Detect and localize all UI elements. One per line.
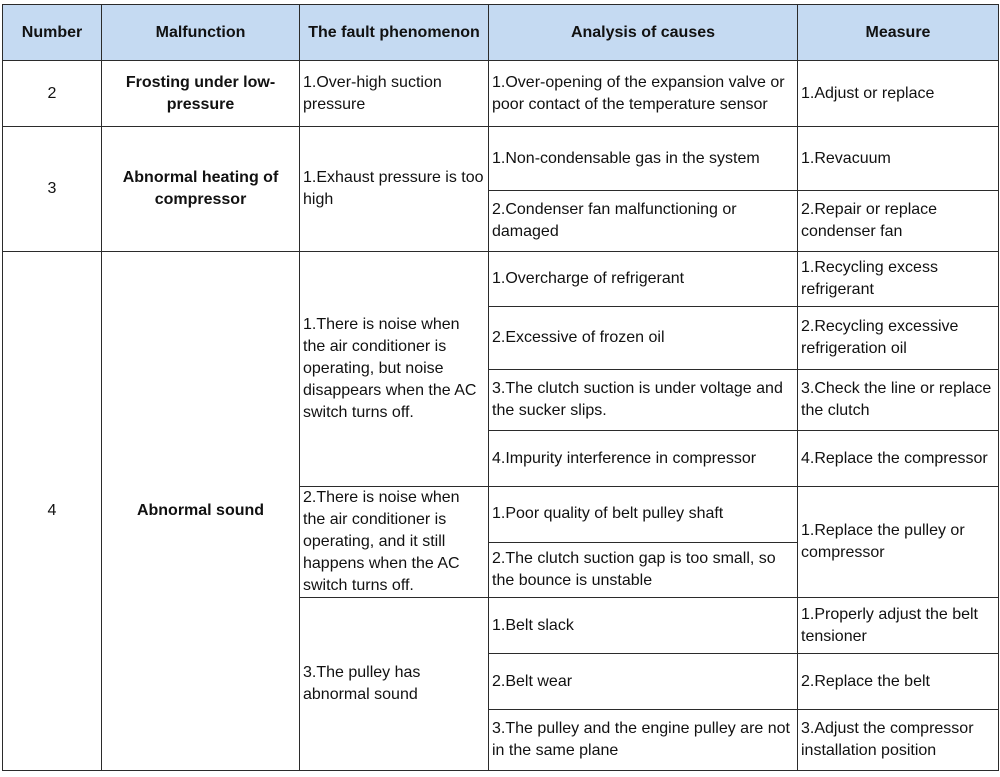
phenomenon-cell: 1.Over-high suction pressure (300, 61, 489, 127)
measure-cell: 3.Check the line or replace the clutch (798, 370, 999, 431)
phenomenon-cell: 1.There is noise when the air conditioner is operating, but noise disappears when the AC switch turns off. (300, 252, 489, 487)
header-causes: Analysis of causes (489, 5, 798, 61)
fault-table (2, 4, 999, 771)
measure-cell: 2.Recycling excessive refrigeration oil (798, 307, 999, 370)
measure-cell: 1.Adjust or replace (798, 61, 999, 127)
table-row (3, 61, 999, 127)
measure-cell: 3.Adjust the compressor installation position (798, 710, 999, 771)
phenomenon-cell: 2.There is noise when the air conditioner is operating, and it still happens when the AC switch turns off. (300, 487, 489, 598)
row-number: 3 (3, 127, 102, 252)
measure-cell: 2.Replace the belt (798, 654, 999, 710)
cause-cell: 2.Belt wear (489, 654, 798, 710)
malfunction-cell: Frosting under low-pressure (102, 61, 300, 127)
row-number: 4 (3, 252, 102, 771)
table-row (3, 252, 999, 307)
cause-cell: 4.Impurity interference in compressor (489, 431, 798, 487)
phenomenon-cell: 3.The pulley has abnormal sound (300, 598, 489, 771)
cause-cell: 1.Belt slack (489, 598, 798, 654)
row-number: 2 (3, 61, 102, 127)
cause-cell: 1.Over-opening of the expansion valve or poor contact of the temperature sensor (489, 61, 798, 127)
cause-cell: 1.Overcharge of refrigerant (489, 252, 798, 307)
measure-cell: 1.Recycling excess refrigerant (798, 252, 999, 307)
measure-cell: 2.Repair or replace condenser fan (798, 191, 999, 252)
cause-cell: 1.Poor quality of belt pulley shaft (489, 487, 798, 543)
malfunction-cell: Abnormal sound (102, 252, 300, 771)
cause-cell: 2.Excessive of frozen oil (489, 307, 798, 370)
measure-cell: 1.Replace the pulley or compressor (798, 487, 999, 598)
header-row (3, 5, 999, 61)
table-row (3, 127, 999, 191)
cause-cell: 2.The clutch suction gap is too small, so the bounce is unstable (489, 542, 798, 598)
header-malfunction: Malfunction (102, 5, 300, 61)
phenomenon-cell: 1.Exhaust pressure is too high (300, 127, 489, 252)
header-measure: Measure (798, 5, 999, 61)
cause-cell: 3.The clutch suction is under voltage and the sucker slips. (489, 370, 798, 431)
cause-cell: 2.Condenser fan malfunctioning or damaged (489, 191, 798, 252)
header-phenomenon: The fault phenomenon (300, 5, 489, 61)
header-number: Number (3, 5, 102, 61)
measure-cell: 4.Replace the compressor (798, 431, 999, 487)
malfunction-cell: Abnormal heating of compressor (102, 127, 300, 252)
cause-cell: 1.Non-condensable gas in the system (489, 127, 798, 191)
cause-cell: 3.The pulley and the engine pulley are not in the same plane (489, 710, 798, 771)
measure-cell: 1.Revacuum (798, 127, 999, 191)
measure-cell: 1.Properly adjust the belt tensioner (798, 598, 999, 654)
